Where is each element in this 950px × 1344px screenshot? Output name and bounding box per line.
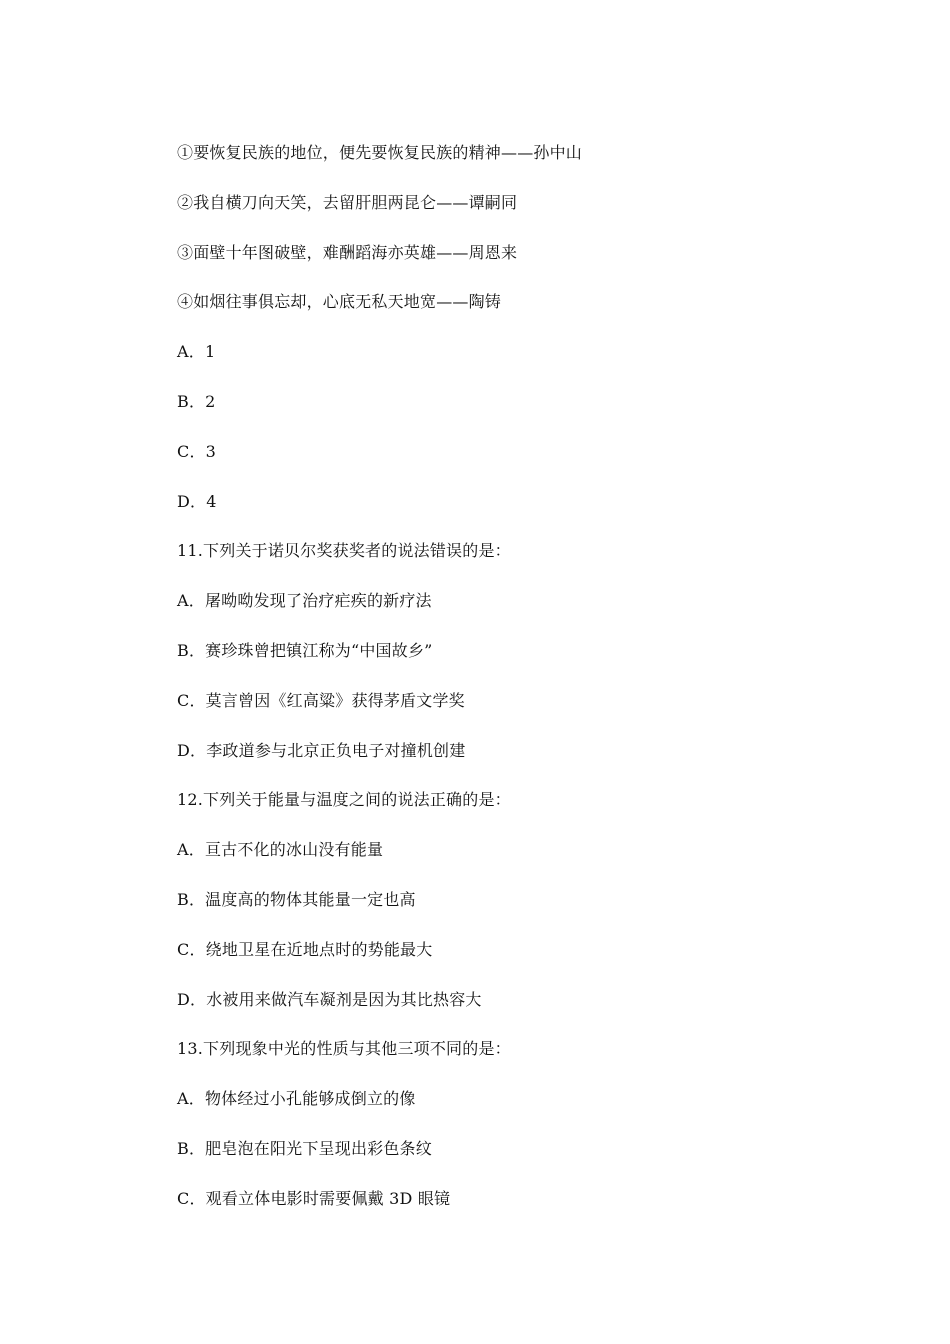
q12-option-c: C．绕地卫星在近地点时的势能最大 [177,939,433,959]
q13-option-b: B．肥皂泡在阳光下呈现出彩色条纹 [177,1138,432,1158]
question-11: 11.下列关于诺贝尔奖获奖者的说法错误的是： [177,541,511,561]
quote-2: ②我自横刀向天笑，去留肝胆两昆仑——谭嗣同 [177,192,518,212]
q11-option-c: C．莫言曾因《红高粱》获得茅盾文学奖 [177,690,465,710]
question-13: 13.下列现象中光的性质与其他三项不同的是： [177,1039,511,1059]
q12-option-a: A．亘古不化的冰山没有能量 [177,840,384,860]
quote-1: ①要恢复民族的地位，便先要恢复民族的精神——孙中山 [177,143,583,162]
q13-option-a: A．物体经过小孔能够成倒立的像 [177,1089,416,1109]
q10-option-c: C．3 [177,441,217,461]
q10-option-b: B．2 [177,391,216,411]
q12-option-d: D．水被用来做汽车凝剂是因为其比热容大 [177,989,482,1009]
q11-option-a: A．屠呦呦发现了治疗疟疾的新疗法 [177,591,432,611]
q10-option-d: D．4 [177,491,217,511]
q10-option-a: A．1 [177,342,216,362]
q12-option-b: B．温度高的物体其能量一定也高 [177,889,416,909]
q11-option-d: D．李政道参与北京正负电子对撞机创建 [177,740,466,760]
q11-option-b: B．赛珍珠曾把镇江称为“中国故乡” [177,640,433,660]
q13-option-c: C．观看立体电影时需要佩戴 3D 眼镜 [177,1188,451,1208]
quote-3: ③面壁十年图破壁，难酬蹈海亦英雄——周恩来 [177,242,518,262]
question-12: 12.下列关于能量与温度之间的说法正确的是： [177,790,511,810]
quote-4: ④如烟往事俱忘却，心底无私天地宽——陶铸 [177,292,502,312]
document-text [177,141,877,1237]
